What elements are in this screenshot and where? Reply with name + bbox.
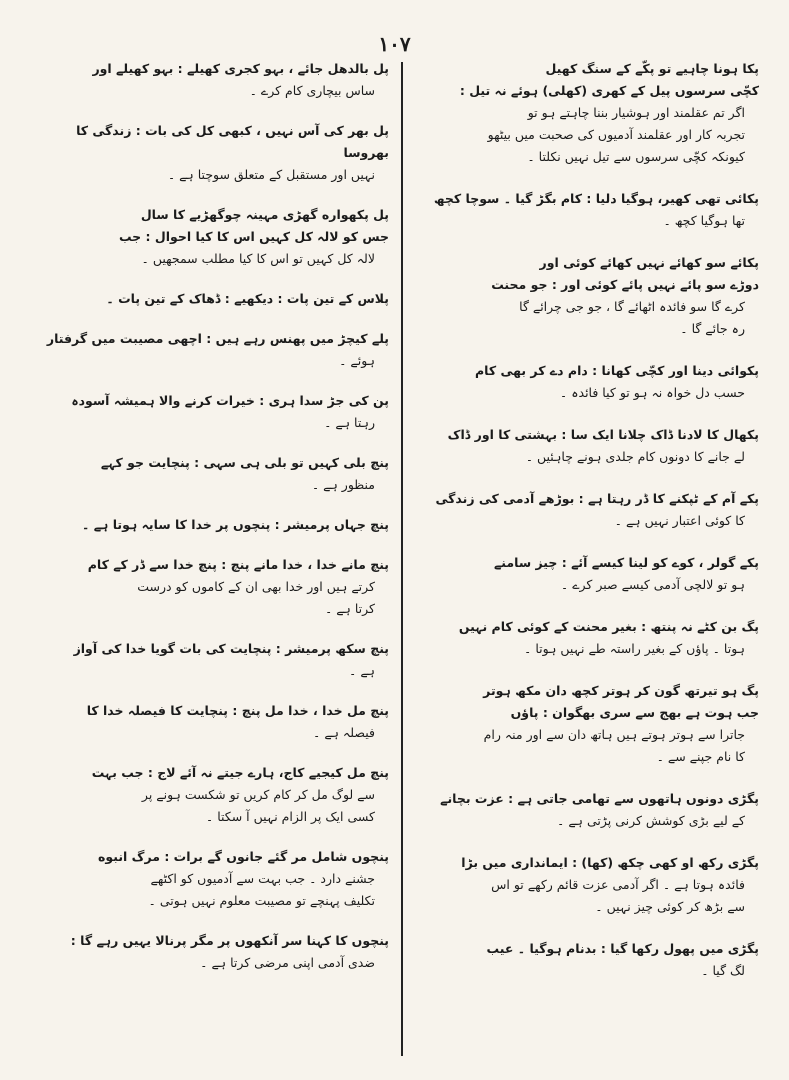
proverb-entry — [40, 58, 389, 102]
page-number: ۱۰۷ — [378, 32, 411, 56]
proverb-entry — [405, 552, 759, 596]
proverb-line: کرتا ہے ۔ — [324, 601, 375, 616]
proverb-entry — [405, 852, 759, 918]
proverb-entry — [40, 204, 389, 270]
proverb-line: پنچ مانے خدا ، خدا مانے پنچ : پنچ خدا سے ڈر کے کام — [87, 557, 389, 572]
proverb-line: پنچ مل خدا ، خدا مل پنچ : پنچایت کا فیصلہ خدا کا — [86, 703, 389, 718]
proverb-entry — [40, 452, 389, 496]
proverb-entry — [40, 120, 389, 186]
proverb-line: تجربہ کار اور عقلمند آدمیوں کی صحبت میں بیٹھو — [487, 127, 745, 142]
proverb-line: ساس بیچاری کام کرے ۔ — [249, 83, 375, 98]
proverb-line: رہ جائے گا ۔ — [680, 321, 745, 336]
proverb-entry — [405, 360, 759, 404]
proverb-line: کا کوئی اعتبار نہیں ہے ۔ — [614, 513, 745, 528]
proverb-line: سے لوگ مل کر کام کریں تو شکست ہونے پر — [141, 787, 375, 802]
proverb-line: ہوتا ۔ پاؤں کے بغیر راستہ طے نہیں ہوتا ۔ — [524, 641, 745, 656]
proverb-heading: پل پکھواره گھڑی مہینہ چوگھڑیے کا سال — [140, 207, 389, 222]
proverb-line: کیونکہ کچّی سرسوں سے تیل نہیں نکلتا ۔ — [527, 149, 745, 164]
proverb-line: سے بڑھ کر کوئی چیز نہیں ۔ — [595, 899, 745, 914]
proverb-entry — [405, 188, 759, 232]
proverb-line: پنچ بلی کہیں تو بلی ہی سہی : پنچایت جو کہے — [100, 455, 389, 470]
proverb-line: پل بالدھل جائے ، بہو کجری کھیلے : بہو کھیلے اور — [92, 61, 389, 76]
proverb-entry — [40, 554, 389, 620]
proverb-heading: پکائے سو کھائے نہیں کھائے کوئی اور — [539, 255, 759, 270]
proverb-line: پگڑی میں پھول رکھا گیا : بدنام ہوگیا ۔ عیب — [486, 941, 759, 956]
proverb-entry — [40, 700, 389, 744]
left-column — [40, 58, 389, 1060]
proverb-line: پن کی جڑ سدا ہری : خیرات کرنے والا ہمیشہ آسودہ — [71, 393, 389, 408]
proverb-line: نہیں اور مستقبل کے متعلق سوچتا ہے ۔ — [167, 167, 375, 182]
proverb-line: پنچ سکھ پرمیشر : پنچایت کی بات گویا خدا کی آواز — [73, 641, 389, 656]
proverb-entry — [405, 424, 759, 468]
proverb-line: فیصلہ ہے ۔ — [313, 725, 375, 740]
proverb-line: کچّی سرسوں پیل کے کھری (کھلی) ہوئے نہ تیل : — [459, 83, 759, 98]
proverb-line: حسب دل خواہ نہ ہو تو کیا فائدہ ۔ — [559, 385, 745, 400]
proverb-entry — [40, 762, 389, 828]
proverb-heading: پگ ہو تیرتھ گون کر ہوتر کچھ دان مکھ ہوتر — [483, 683, 759, 698]
proverb-line: پلے کیچڑ میں پھنس رہے ہیں : اچھی مصیبت میں گرفتار — [46, 331, 389, 346]
proverb-line: پکھال کا لادنا ڈاک چلانا ایک سا : بہشتی کا اور ڈاک — [447, 427, 759, 442]
proverb-entry — [405, 788, 759, 832]
proverb-line: پگ بن کٹے نہ پنتھ : بغیر محنت کے کوئی کام نہیں — [458, 619, 759, 634]
proverb-entry — [405, 680, 759, 768]
column-divider — [401, 62, 403, 1056]
proverb-entry — [40, 638, 389, 682]
proverb-line: جب ہوت ہے بھج سے سری بھگوان : پاؤں — [510, 705, 759, 720]
proverb-line: منظور ہے ۔ — [311, 477, 375, 492]
proverb-entry — [40, 930, 389, 974]
proverb-line: پکوائی دینا اور کچّی کھانا : دام دے کر بھی کام — [475, 363, 759, 378]
proverb-entry — [405, 938, 759, 982]
proverb-line: پنچ جہاں پرمیشر : پنچوں پر خدا کا سایہ ہوتا ہے ۔ — [82, 517, 389, 532]
proverb-line: جس کو لالہ کل کہیں اس کا کیا احوال : جب — [118, 229, 389, 244]
proverb-entry — [405, 252, 759, 340]
proverb-entry — [40, 846, 389, 912]
proverb-line: پکائی تھی کھیر، ہوگیا دلیا : کام بگڑ گیا ۔ سوچا کچھ — [433, 191, 759, 206]
proverb-line: ہے ۔ — [349, 663, 375, 678]
proverb-line: ہوئے ۔ — [339, 353, 375, 368]
proverb-line: کے لیے بڑی کوشش کرنی پڑتی ہے ۔ — [557, 813, 745, 828]
proverb-line: لالہ کل کہیں تو اس کا کیا مطلب سمجھیں ۔ — [141, 251, 375, 266]
proverb-line: پل بھر کی آس نہیں ، کبھی کل کی بات : زندگی کا بھروسا — [76, 123, 389, 160]
proverb-line: لے جانے کا دونوں کام جلدی ہونے چاہئیں ۔ — [525, 449, 745, 464]
proverb-line: تکلیف پہنچے تو مصیبت معلوم نہیں ہوتی ۔ — [148, 893, 375, 908]
proverb-heading: پکا ہونا چاہیے تو پکّے کے سنگ کھیل — [545, 61, 759, 76]
proverb-entry — [40, 328, 389, 372]
proverb-entry — [40, 288, 389, 310]
proverb-entry — [405, 58, 759, 168]
right-column — [405, 58, 759, 1060]
proverb-entry — [405, 616, 759, 660]
proverb-line: کرے گا سو فائدہ اٹھائے گا ، جو جی چرائے گا — [519, 299, 745, 314]
proverb-line: فائدہ ہوتا ہے ۔ اگر آدمی عزت قائم رکھے تو اس — [491, 877, 745, 892]
proverb-line: پکے گولر ، کوے کو لینا کیسے آئے : چیز سامنے — [493, 555, 759, 570]
proverb-line: پگڑی رکھ او کھی چکھ (کھا) : ایمانداری میں بڑا — [461, 855, 759, 870]
proverb-line: تھا ہوگیا کچھ ۔ — [663, 213, 745, 228]
proverb-entry — [40, 390, 389, 434]
proverb-entry — [40, 514, 389, 536]
proverb-line: پنچ مل کیجیے کاج، ہارے جیتے نہ آئے لاج : جب بہت — [91, 765, 389, 780]
proverb-line: اگر تم عقلمند اور ہوشیار بننا چاہتے ہو تو — [527, 105, 745, 120]
proverb-line: کرتے ہیں اور خدا بھی ان کے کاموں کو درست — [137, 579, 375, 594]
proverb-line: لگ گیا ۔ — [701, 963, 745, 978]
proverb-line: پنچوں کا کہنا سر آنکھوں پر مگر پرنالا یہیں رہے گا : — [70, 933, 389, 948]
proverb-line: رہتا ہے ۔ — [324, 415, 375, 430]
proverb-line: پکے آم کے ٹپکنے کا ڈر رہتا ہے : بوڑھے آدمی کی زندگی — [435, 491, 759, 506]
proverb-entry — [405, 488, 759, 532]
proverb-line: پنچوں شامل مر گئے جانوں گے برات : مرگ انبوه — [98, 849, 389, 864]
proverb-line: پگڑی دونوں ہاتھوں سے تھامی جاتی ہے : عزت بچانے — [440, 791, 759, 806]
proverb-line: ہو تو لالچی آدمی کیسے صبر کرے ۔ — [560, 577, 745, 592]
proverb-line: جاترا سے ہوتر ہوتے ہیں ہاتھ دان سے اور منہ رام — [483, 727, 745, 742]
proverb-line: پلاس کے تین پات : دیکھیے : ڈھاک کے تین پات ۔ — [106, 291, 389, 306]
proverb-line: کسی ایک پر الزام نہیں آ سکتا ۔ — [205, 809, 375, 824]
proverb-line: دوڑے سو پائے نہیں پائے کوئی اور : جو محنت — [491, 277, 759, 292]
proverb-line: کا نام جپنے سے ۔ — [656, 749, 745, 764]
proverb-line: جشنے دارد ۔ جب بہت سے آدمیوں کو اکٹھے — [150, 871, 375, 886]
proverb-line: ضدی آدمی اپنی مرضی کرتا ہے ۔ — [200, 955, 375, 970]
